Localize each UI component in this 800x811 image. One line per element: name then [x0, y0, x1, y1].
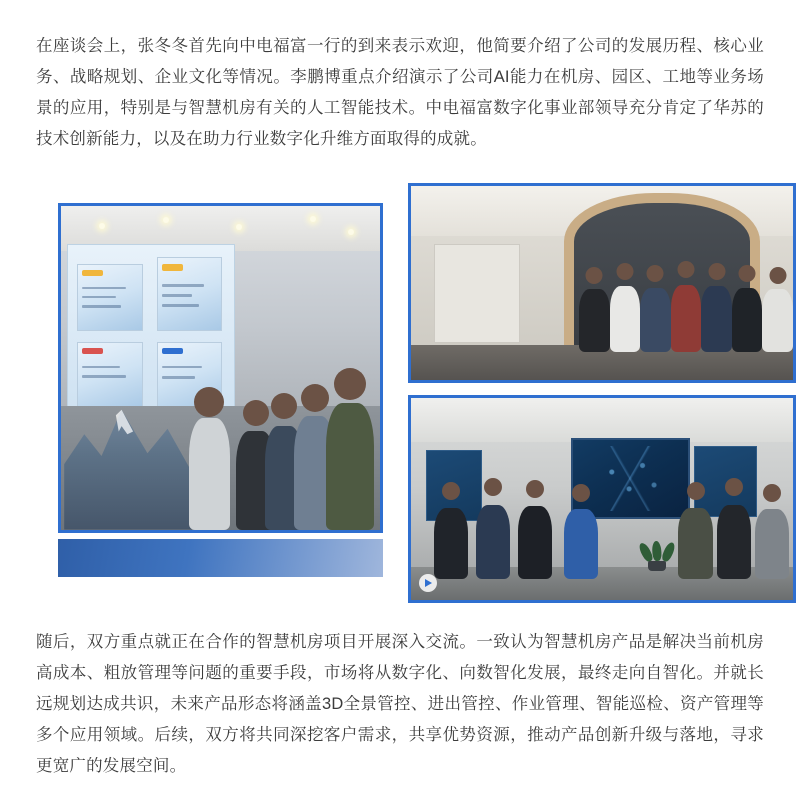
person-group-5 [701, 263, 732, 352]
photo-left-scene [61, 206, 380, 530]
person-group-2 [610, 263, 641, 352]
photo-right-bottom-scene [411, 398, 793, 600]
hall-ceiling [411, 398, 793, 442]
photo-meeting-group[interactable] [408, 183, 796, 383]
person-audience-1 [434, 482, 468, 579]
wall-screen-2 [157, 257, 223, 330]
wall-display-panel [434, 244, 520, 343]
person-visitor-4 [326, 368, 374, 530]
document-page [0, 17, 800, 811]
person-presenter [189, 387, 230, 530]
paragraph-one: 在座谈会上，张冬冬首先向中电福富一行的到来表示欢迎，他简要介绍了公司的发展历程、核心业务、战略规划、企业文化等情况。李鹏博重点介绍演示了公司AI能力在机房、园区、工地等业务场景的应用，特别是与智慧机房有关的人工智能技术。中电福富数字化事业部领导充分肯定了华苏的技术创新能力，以及在助力行业数字化升维方面取得的成就。 [36, 36, 764, 148]
photo-right-top-scene [411, 186, 793, 380]
person-audience-2 [476, 478, 510, 579]
person-group-7 [762, 267, 793, 352]
decorative-blue-banner [58, 539, 383, 577]
wall-screen-3 [77, 342, 143, 409]
paragraph-two: 随后，双方重点就正在合作的智慧机房项目开展深入交流。一致认为智慧机房产品是解决当前机房高成本、粗放管理等问题的重要手段，市场将从数字化、向数智化发展，最终走向自智化。并就长远规划达成共识，未来产品形态将涵盖3D全景管控、进出管控、作业管理、智能巡检、资产管理等多个应用领域。后续，双方将共同深挖客户需求，共享优势资源，推动产品创新升级与落地，寻求更宽广的发展空间。 [36, 633, 764, 775]
image-gallery [36, 183, 764, 603]
person-group-4 [671, 261, 702, 352]
person-group-6 [732, 265, 763, 352]
person-audience-3 [518, 480, 552, 579]
person-audience-5 [678, 482, 712, 579]
potted-plant [640, 531, 674, 571]
play-icon[interactable] [419, 574, 437, 592]
wall-screen-1 [77, 264, 143, 331]
person-audience-6 [717, 478, 751, 579]
photo-data-center-demo[interactable] [408, 395, 796, 603]
person-audience-7 [755, 484, 789, 579]
person-group-3 [640, 265, 671, 352]
person-group-1 [579, 267, 610, 352]
person-audience-4 [564, 484, 598, 579]
photo-showroom-presentation[interactable] [58, 203, 383, 533]
